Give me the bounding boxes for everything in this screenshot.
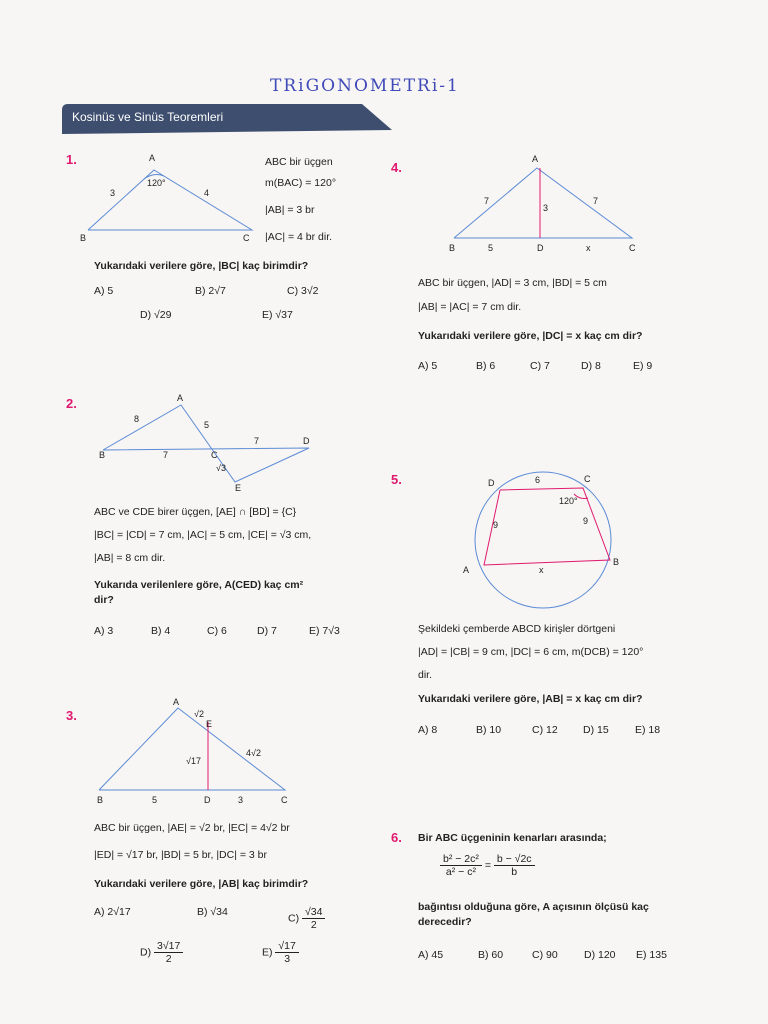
side-label: 3 (110, 188, 116, 198)
question-number: 5. (391, 472, 402, 487)
choice: A) 5 (94, 285, 114, 297)
choice: E) 135 (636, 949, 667, 961)
given-line: ABC ve CDE birer üçgen, [AE] ∩ [BD] = {C} (94, 506, 297, 518)
given-line: m(BAC) = 120° (265, 177, 337, 189)
choice: C) 3√2 (287, 285, 319, 297)
vertex-label: D (488, 478, 495, 488)
question-prompt-cont: derecedir? (418, 916, 472, 928)
vertex-label: B (449, 243, 456, 253)
given-line: |BC| = |CD| = 7 cm, |AC| = 5 cm, |CE| = √3 cm, (94, 529, 312, 541)
choice: C) 90 (532, 949, 558, 961)
given-line: |AB| = 3 br (265, 204, 315, 216)
side-label: x (586, 243, 591, 253)
given-line: ABC bir üçgen, |AE| = √2 br, |EC| = 4√2 br (94, 822, 290, 834)
choice: A) 45 (418, 949, 444, 961)
side-label: 6 (535, 475, 541, 485)
vertex-label: A (463, 565, 470, 575)
choice-e (262, 940, 299, 965)
numerator: 3√17 (154, 940, 183, 953)
vertex-label: C (629, 243, 636, 253)
choice-letter: C) (288, 912, 300, 925)
given-line: dir. (418, 669, 433, 681)
question-stem: Bir ABC üçgeninin kenarları arasında; (418, 832, 607, 844)
vertex-label: B (613, 557, 620, 567)
choice: C) 7 (530, 360, 550, 372)
angle-label: 120° (559, 496, 578, 506)
vertex-label: A (177, 393, 184, 403)
given-line: ABC bir üçgen, |AD| = 3 cm, |BD| = 5 cm (418, 277, 607, 289)
question-prompt-cont: dir? (94, 594, 114, 606)
vertex-label: E (206, 719, 213, 729)
given-line: ABC bir üçgen (265, 156, 333, 168)
question-prompt: Yukarıda verilenlere göre, A(CED) kaç cm² (94, 579, 304, 591)
vertex-label: C (243, 233, 250, 243)
question-prompt: Yukarıdaki verilere göre, |AB| = x kaç cm dir? (418, 693, 643, 705)
angle-label: 120° (147, 178, 166, 188)
vertex-label: C (281, 795, 288, 805)
side-label: 8 (134, 414, 140, 424)
vertex-label: A (532, 154, 539, 164)
numerator: b − √2c (494, 853, 535, 866)
side-label: 4√2 (246, 748, 261, 758)
question-number: 2. (66, 396, 77, 411)
question-number: 6. (391, 830, 402, 845)
choice: B) 60 (478, 949, 504, 961)
given-line: |ED| = √17 br, |BD| = 5 br, |DC| = 3 br (94, 849, 267, 861)
numerator: √17 (275, 940, 298, 953)
question-prompt: Yukarıdaki verilere göre, |AB| kaç birimdir? (94, 878, 309, 890)
side-label: 5 (204, 420, 210, 430)
question-number: 1. (66, 152, 77, 167)
side-label: 3 (238, 795, 244, 805)
question-prompt: Yukarıdaki verilere göre, |DC| = x kaç cm dir? (418, 330, 643, 342)
vertex-label: C (584, 474, 591, 484)
q5-cyclic-quad-figure (470, 470, 620, 615)
choice: D) 15 (583, 724, 609, 736)
choice: E) √37 (262, 309, 293, 321)
side-label: 7 (163, 450, 169, 460)
section-title: Kosinüs ve Sinüs Teoremleri (72, 110, 224, 124)
vertex-label: A (173, 697, 180, 707)
denominator: b (511, 866, 518, 878)
choice-c (288, 906, 325, 931)
choice-letter: D) (140, 946, 152, 959)
side-label: x (539, 565, 544, 575)
choice: C) 6 (207, 625, 227, 637)
denominator: 2 (165, 953, 172, 965)
vertex-label: D (537, 243, 544, 253)
side-label: 7 (484, 196, 490, 206)
vertex-label: C (211, 450, 218, 460)
equation (440, 853, 535, 878)
given-line: Şekildeki çemberde ABCD kirişler dörtgeni (418, 623, 616, 635)
side-label: 4 (204, 188, 210, 198)
vertex-label: D (303, 436, 310, 446)
question-number: 3. (66, 708, 77, 723)
question-number: 4. (391, 160, 402, 175)
numerator: b² − 2c² (440, 853, 482, 866)
side-label: √2 (194, 709, 204, 719)
vertex-label: E (235, 483, 242, 493)
choice: E) 7√3 (309, 625, 340, 637)
given-line: |AB| = |AC| = 7 cm dir. (418, 301, 522, 313)
denominator: 3 (284, 953, 291, 965)
fraction (302, 906, 325, 931)
choice: A) 3 (94, 625, 114, 637)
fraction (275, 940, 298, 965)
choice: A) 8 (418, 724, 438, 736)
question-prompt: bağıntısı olduğuna göre, A açısının ölçüsü kaç (418, 901, 649, 913)
denominator: 2 (310, 919, 317, 931)
side-label: √3 (216, 463, 226, 473)
choice: E) 9 (633, 360, 653, 372)
choice: A) 2√17 (94, 906, 131, 918)
given-line: |AD| = |CB| = 9 cm, |DC| = 6 cm, m(DCB) = 120° (418, 646, 644, 658)
choice: D) √29 (140, 309, 172, 321)
side-label: 7 (254, 436, 260, 446)
vertex-label: A (149, 153, 156, 163)
denominator: a² − c² (445, 866, 476, 878)
q1-triangle-figure (80, 150, 260, 245)
fraction-right (494, 853, 535, 878)
numerator: √34 (302, 906, 325, 919)
question-prompt: Yukarıdaki verilere göre, |BC| kaç birimdir? (94, 260, 309, 272)
given-line: |AB| = 8 cm dir. (94, 552, 166, 564)
side-label: √17 (186, 756, 201, 766)
q2-triangles-figure (95, 395, 325, 490)
choice: D) 120 (584, 949, 616, 961)
choice: B) 2√7 (195, 285, 226, 297)
side-label: 9 (493, 520, 499, 530)
choice: D) 8 (581, 360, 601, 372)
fraction (154, 940, 183, 965)
choice: D) 7 (257, 625, 277, 637)
side-label: 3 (543, 203, 549, 213)
fraction-left (440, 853, 482, 878)
choice-d (140, 940, 183, 965)
choice: B) 4 (151, 625, 171, 637)
choice-letter: E) (262, 946, 273, 959)
vertex-label: B (97, 795, 104, 805)
choice: B) 10 (476, 724, 502, 736)
vertex-label: B (99, 450, 106, 460)
side-label: 5 (488, 243, 494, 253)
equals-sign: = (484, 859, 491, 872)
side-label: 7 (593, 196, 599, 206)
vertex-label: D (204, 795, 211, 805)
choice: C) 12 (532, 724, 558, 736)
vertex-label: B (80, 233, 87, 243)
choice: E) 18 (635, 724, 661, 736)
side-label: 5 (152, 795, 158, 805)
given-line: |AC| = 4 br dir. (265, 231, 333, 243)
side-label: 9 (583, 516, 589, 526)
choice: A) 5 (418, 360, 438, 372)
page-title: TRiGONOMETRi-1 (270, 76, 460, 96)
choice: B) √34 (197, 906, 228, 918)
choice: B) 6 (476, 360, 496, 372)
